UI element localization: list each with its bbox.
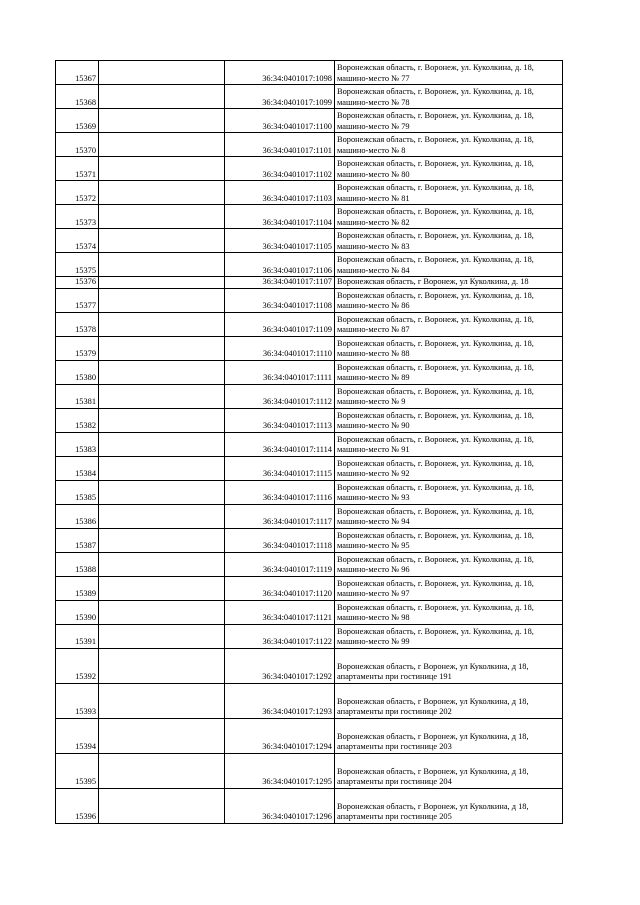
table-row [56,229,563,253]
address-cell [335,528,563,552]
cadastral-number-cell: 36:34:0401017:1292 [225,648,335,683]
address-line: Воронежская область, г. Воронеж, ул. Куколкина, д. 18, [337,554,534,564]
address-line: машино-место № 96 [337,565,410,574]
empty-cell [99,277,225,289]
row-number-cell: 15373 [56,205,99,229]
address-cell [335,85,563,109]
row-number-cell: 15394 [56,718,99,753]
empty-cell [99,624,225,648]
table-row [56,753,563,788]
empty-cell [99,288,225,312]
table-row [56,360,563,384]
address-line: Воронежская область, г. Воронеж, ул. Куколкина, д. 18, [337,63,534,72]
address-line: машино-место № 87 [337,325,410,334]
address-line: апартаменты при гостинице 204 [337,777,452,786]
row-number-cell: 15378 [56,312,99,336]
register-table [55,60,563,824]
row-number-cell: 15389 [56,576,99,600]
empty-cell [99,133,225,157]
address-line: машино-место № 78 [337,97,410,107]
address-line: Воронежская область, г. Воронеж, ул. Куколкина, д. 18, [337,482,534,492]
address-cell [335,624,563,648]
row-number-cell: 15368 [56,85,99,109]
cadastral-number-cell: 36:34:0401017:1105 [225,229,335,253]
cadastral-number-cell: 36:34:0401017:1098 [225,61,335,85]
address-line: Воронежская область, г. Воронеж, ул. Куколкина, д. 18, [337,159,534,168]
address-line: машино-место № 94 [337,517,410,526]
table-row [56,432,563,456]
cadastral-number-cell: 36:34:0401017:1295 [225,753,335,788]
row-number-cell: 15370 [56,133,99,157]
row-number-cell: 15392 [56,648,99,683]
cadastral-number-cell: 36:34:0401017:1294 [225,718,335,753]
address-line: апартаменты при гостинице 191 [337,672,452,681]
address-cell [335,360,563,384]
address-line: Воронежская область, г. Воронеж, ул. Куколкина, д. 18, [337,290,534,300]
address-line: машино-место № 90 [337,421,410,430]
address-line: Воронежская область, г. Воронеж, ул. Куколкина, д. 18, [337,434,534,444]
table-row [56,384,563,408]
address-line: Воронежская область, г. Воронеж, ул. Куколкина, д. 18, [337,626,534,636]
address-line: Воронежская область, г. Воронеж, ул. Куколкина, д. 18, [337,87,534,96]
cadastral-number-cell: 36:34:0401017:1101 [225,133,335,157]
address-line: машино-место № 84 [337,265,410,275]
empty-cell [99,85,225,109]
row-number-cell: 15390 [56,600,99,624]
cadastral-number-cell: 36:34:0401017:1106 [225,253,335,277]
table-row [56,552,563,576]
row-number-cell: 15396 [56,788,99,823]
table-row [56,205,563,229]
address-line: Воронежская область, г Воронеж, ул Куколкина, д 18, [337,696,529,706]
address-line: Воронежская область, г. Воронеж, ул. Куколкина, д. 18, [337,530,534,540]
address-cell [335,205,563,229]
address-line: машино-место № 86 [337,301,410,310]
address-line: Воронежская область, г. Воронеж, ул. Куколкина, д. 18, [337,183,534,192]
table-row [56,312,563,336]
address-cell [335,288,563,312]
cadastral-number-cell: 36:34:0401017:1109 [225,312,335,336]
address-line: машино-место № 79 [337,121,410,131]
address-cell [335,277,563,289]
cadastral-number-cell: 36:34:0401017:1114 [225,432,335,456]
empty-cell [99,360,225,384]
address-cell [335,480,563,504]
address-line: Воронежская область, г. Воронеж, ул. Куколкина, д. 18, [337,207,534,216]
address-cell [335,157,563,181]
address-cell [335,648,563,683]
address-cell [335,133,563,157]
address-line: Воронежская область, г. Воронеж, ул. Куколкина, д. 18, [337,506,534,516]
address-cell [335,456,563,480]
empty-cell [99,312,225,336]
empty-cell [99,61,225,85]
row-number-cell: 15391 [56,624,99,648]
address-line: Воронежская область, г. Воронеж, ул. Куколкина, д. 18, [337,338,534,348]
empty-cell [99,718,225,753]
address-cell [335,600,563,624]
table-row [56,718,563,753]
address-line: Воронежская область, г. Воронеж, ул. Куколкина, д. 18, [337,458,534,468]
address-cell [335,552,563,576]
empty-cell [99,181,225,205]
cadastral-number-cell: 36:34:0401017:1121 [225,600,335,624]
row-number-cell: 15377 [56,288,99,312]
address-line: Воронежская область, г. Воронеж, ул. Куколкина, д. 18, [337,386,534,396]
address-line: Воронежская область, г Воронеж, ул Куколкина, д 18, [337,801,529,811]
empty-cell [99,480,225,504]
address-line: машино-место № 81 [337,193,410,203]
cadastral-number-cell: 36:34:0401017:1110 [225,336,335,360]
address-line: машино-место № 98 [337,613,410,622]
row-number-cell: 15388 [56,552,99,576]
address-cell [335,336,563,360]
table-row [56,109,563,133]
table-row [56,277,563,289]
table-row [56,504,563,528]
table-row [56,253,563,277]
cadastral-number-cell: 36:34:0401017:1112 [225,384,335,408]
cadastral-number-cell: 36:34:0401017:1296 [225,788,335,823]
address-cell [335,432,563,456]
cadastral-number-cell: 36:34:0401017:1100 [225,109,335,133]
address-line: Воронежская область, г Воронеж, ул Куколкина, д 18, [337,731,529,741]
row-number-cell: 15369 [56,109,99,133]
row-number-cell: 15375 [56,253,99,277]
address-cell [335,181,563,205]
table-row [56,288,563,312]
address-line: апартаменты при гостинице 205 [337,812,452,821]
table-row [56,683,563,718]
cadastral-number-cell: 36:34:0401017:1104 [225,205,335,229]
address-line: машино-место № 89 [337,373,410,382]
row-number-cell: 15386 [56,504,99,528]
table-row [56,181,563,205]
address-line: Воронежская область, г. Воронеж, ул. Куколкина, д. 18, [337,362,534,372]
table-row [56,336,563,360]
row-number-cell: 15376 [56,277,99,289]
address-line: машино-место № 97 [337,589,410,598]
row-number-cell: 15380 [56,360,99,384]
address-cell [335,384,563,408]
table-row [56,528,563,552]
address-line: Воронежская область, г Воронеж, ул Куколкина, д. 18 [337,277,529,286]
table-row [56,576,563,600]
address-cell [335,788,563,823]
table-row [56,157,563,181]
cadastral-number-cell: 36:34:0401017:1103 [225,181,335,205]
empty-cell [99,528,225,552]
row-number-cell: 15379 [56,336,99,360]
address-cell [335,109,563,133]
row-number-cell: 15371 [56,157,99,181]
row-number-cell: 15385 [56,480,99,504]
table-row [56,600,563,624]
address-line: машино-место № 83 [337,241,410,251]
address-line: машино-место № 92 [337,469,410,478]
address-line: Воронежская область, г Воронеж, ул Куколкина, д 18, [337,661,529,671]
address-line: Воронежская область, г. Воронеж, ул. Куколкина, д. 18, [337,231,534,240]
empty-cell [99,552,225,576]
cadastral-number-cell: 36:34:0401017:1119 [225,552,335,576]
cadastral-number-cell: 36:34:0401017:1115 [225,456,335,480]
empty-cell [99,229,225,253]
cadastral-number-cell: 36:34:0401017:1120 [225,576,335,600]
cadastral-number-cell: 36:34:0401017:1117 [225,504,335,528]
address-line: апартаменты при гостинице 202 [337,707,452,716]
empty-cell [99,753,225,788]
empty-cell [99,408,225,432]
row-number-cell: 15381 [56,384,99,408]
address-line: машино-место № 91 [337,445,410,454]
row-number-cell: 15367 [56,61,99,85]
empty-cell [99,648,225,683]
address-line: Воронежская область, г. Воронеж, ул. Куколкина, д. 18, [337,255,534,264]
address-line: машино-место № 8 [337,145,406,155]
address-cell [335,576,563,600]
address-line: машино-место № 80 [337,169,410,179]
row-number-cell: 15384 [56,456,99,480]
address-cell [335,683,563,718]
table-row [56,624,563,648]
address-line: машино-место № 93 [337,493,410,502]
row-number-cell: 15387 [56,528,99,552]
address-line: Воронежская область, г. Воронеж, ул. Куколкина, д. 18, [337,135,534,144]
address-line: Воронежская область, г. Воронеж, ул. Куколкина, д. 18, [337,602,534,612]
cadastral-number-cell: 36:34:0401017:1108 [225,288,335,312]
address-cell [335,229,563,253]
address-line: машино-место № 95 [337,541,410,550]
empty-cell [99,205,225,229]
address-line: Воронежская область, г Воронеж, ул Куколкина, д 18, [337,766,529,776]
row-number-cell: 15374 [56,229,99,253]
empty-cell [99,456,225,480]
empty-cell [99,336,225,360]
table-row [56,480,563,504]
address-cell [335,408,563,432]
empty-cell [99,253,225,277]
address-cell [335,61,563,85]
table-row [56,61,563,85]
cadastral-number-cell: 36:34:0401017:1116 [225,480,335,504]
address-line: Воронежская область, г. Воронеж, ул. Куколкина, д. 18, [337,410,534,420]
address-line: машино-место № 77 [337,73,410,83]
address-cell [335,753,563,788]
cadastral-number-cell: 36:34:0401017:1102 [225,157,335,181]
address-line: Воронежская область, г. Воронеж, ул. Куколкина, д. 18, [337,111,534,120]
empty-cell [99,683,225,718]
cadastral-number-cell: 36:34:0401017:1118 [225,528,335,552]
address-cell [335,312,563,336]
row-number-cell: 15383 [56,432,99,456]
address-cell [335,718,563,753]
row-number-cell: 15393 [56,683,99,718]
empty-cell [99,788,225,823]
address-line: машино-место № 9 [337,397,406,406]
empty-cell [99,600,225,624]
address-line: Воронежская область, г. Воронеж, ул. Куколкина, д. 18, [337,314,534,324]
cadastral-number-cell: 36:34:0401017:1107 [225,277,335,289]
cadastral-number-cell: 36:34:0401017:1122 [225,624,335,648]
address-cell [335,253,563,277]
empty-cell [99,504,225,528]
table-row [56,788,563,823]
empty-cell [99,576,225,600]
address-line: апартаменты при гостинице 203 [337,742,452,751]
address-line: машино-место № 88 [337,349,410,358]
address-line: машино-место № 99 [337,637,410,646]
empty-cell [99,109,225,133]
empty-cell [99,384,225,408]
cadastral-number-cell: 36:34:0401017:1113 [225,408,335,432]
register-table-body [56,61,563,824]
table-row [56,648,563,683]
empty-cell [99,432,225,456]
address-line: машино-место № 82 [337,217,410,227]
row-number-cell: 15372 [56,181,99,205]
row-number-cell: 15395 [56,753,99,788]
table-row [56,408,563,432]
empty-cell [99,157,225,181]
row-number-cell: 15382 [56,408,99,432]
table-row [56,133,563,157]
cadastral-number-cell: 36:34:0401017:1111 [225,360,335,384]
table-row [56,456,563,480]
address-line: Воронежская область, г. Воронеж, ул. Куколкина, д. 18, [337,578,534,588]
cadastral-number-cell: 36:34:0401017:1099 [225,85,335,109]
cadastral-number-cell: 36:34:0401017:1293 [225,683,335,718]
address-cell [335,504,563,528]
table-row [56,85,563,109]
